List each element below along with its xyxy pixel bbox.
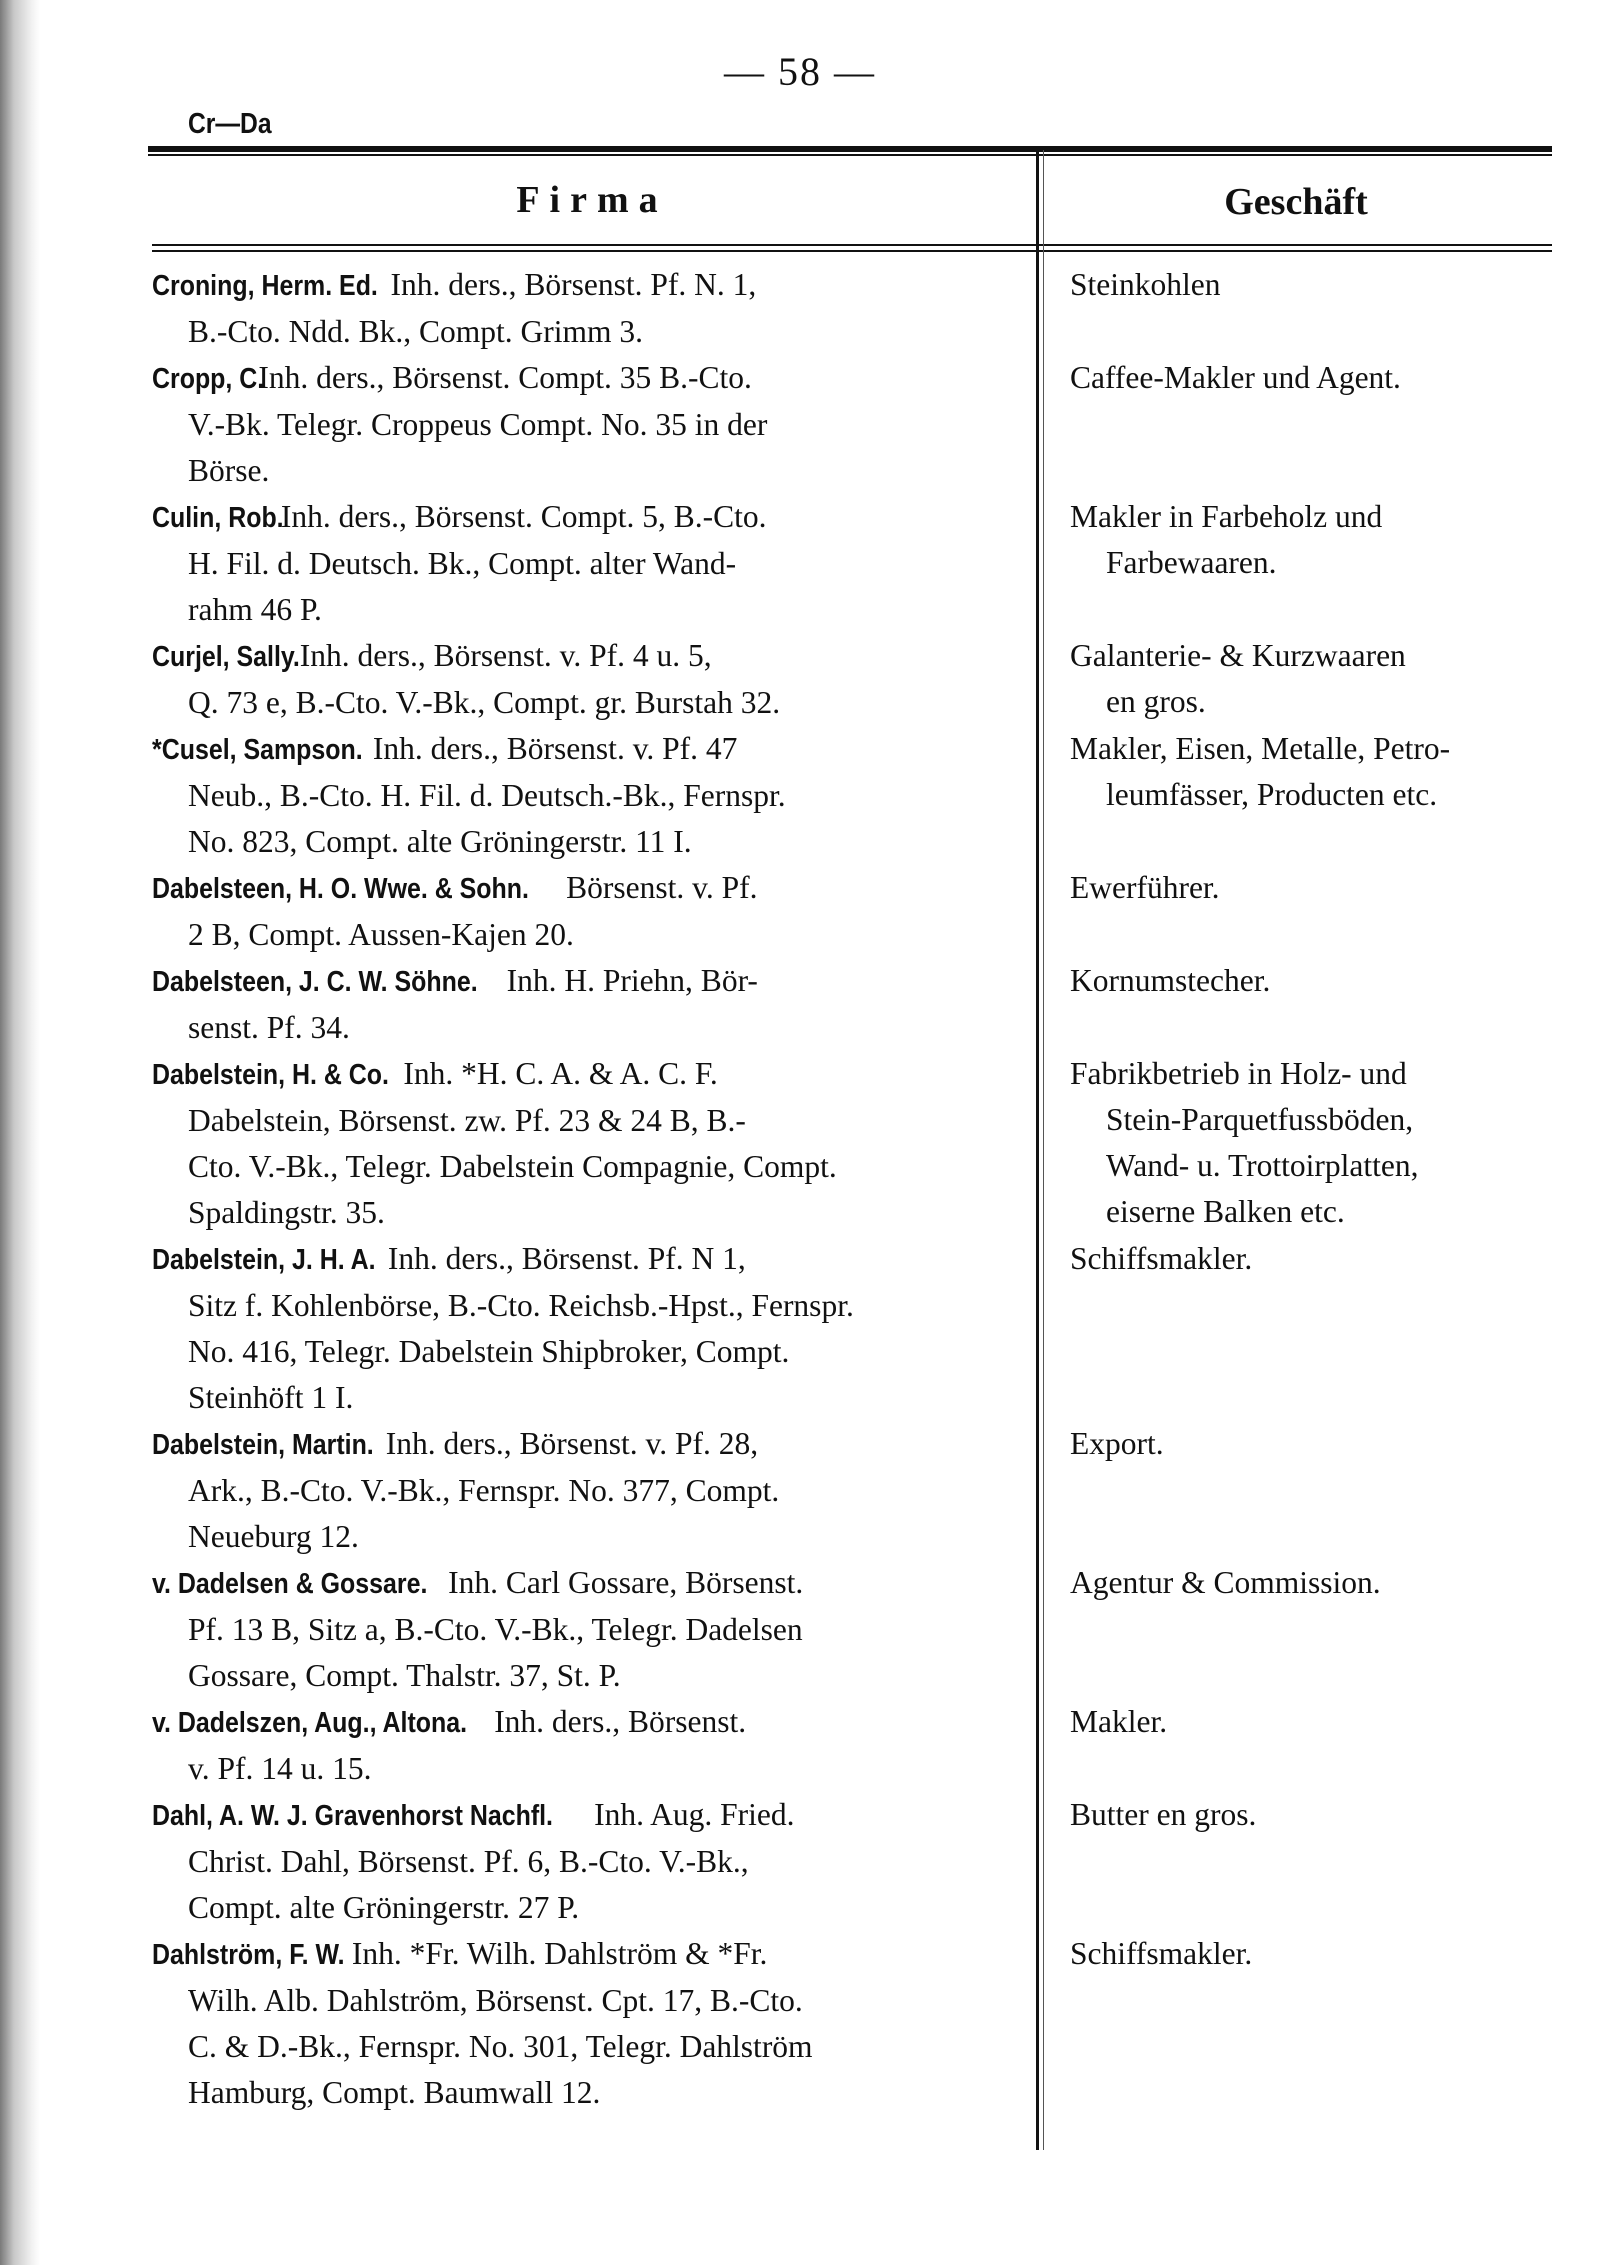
- firma-cell: [152, 958, 1014, 1051]
- geschaeft-cell: [1070, 726, 1550, 818]
- firma-cell: [152, 1699, 1014, 1792]
- firma-text: Dabelstein, Börsenst. zw. Pf. 23 & 24 B, B.-: [188, 1103, 746, 1138]
- directory-entry: [152, 355, 1552, 494]
- firma-line: [152, 1144, 1014, 1190]
- directory-entry: [152, 865, 1552, 958]
- column-header-geschaeft: Geschäft: [1224, 181, 1368, 223]
- geschaeft-line: Makler, Eisen, Metalle, Petro-: [1070, 731, 1451, 766]
- firma-text: Inh. Carl Gossare, Börsenst.: [448, 1565, 804, 1600]
- directory-entry: [152, 1236, 1552, 1421]
- firma-text: Inh. ders., Börsenst. v. Pf. 47: [372, 731, 738, 766]
- geschaeft-line: eiserne Balken etc.: [1106, 1194, 1345, 1229]
- section-range: Cr—Da: [188, 108, 272, 140]
- firma-line: [152, 1005, 1014, 1051]
- directory-entry: [152, 1931, 1552, 2116]
- firma-line: [152, 1190, 1014, 1236]
- column-header-rule: [152, 244, 1552, 246]
- firma-line: [152, 1653, 1014, 1699]
- geschaeft-cell: [1070, 494, 1550, 586]
- firma-text: Ark., B.-Cto. V.-Bk., Fernspr. No. 377, Compt.: [188, 1473, 780, 1508]
- geschaeft-line: Kornumstecher.: [1070, 963, 1271, 998]
- geschaeft-line: Schiffsmakler.: [1070, 1936, 1253, 1971]
- firma-text: Christ. Dahl, Börsenst. Pf. 6, B.-Cto. V.-Bk.,: [188, 1844, 749, 1879]
- geschaeft-cell: [1070, 1051, 1550, 1235]
- firma-text: 2 B, Compt. Aussen-Kajen 20.: [188, 917, 574, 952]
- firma-cell: [152, 494, 1014, 633]
- column-header-rule-thin: [152, 250, 1552, 252]
- geschaeft-cell: [1070, 262, 1550, 308]
- firma-line: [152, 541, 1014, 587]
- geschaeft-cell: [1070, 1931, 1550, 1977]
- geschaeft-cell: [1070, 1421, 1550, 1467]
- geschaeft-line: Butter en gros.: [1070, 1797, 1257, 1832]
- geschaeft-line: Makler in Farbeholz und: [1070, 499, 1383, 534]
- firma-first-line: [152, 726, 1014, 773]
- geschaeft-line: Caffee-Makler und Agent.: [1070, 360, 1401, 395]
- firma-text: Inh. *Fr. Wilh. Dahlström & *Fr.: [351, 1936, 768, 1971]
- column-header-firma: Firma: [516, 179, 668, 221]
- geschaeft-line: Galanterie- & Kurzwaaren: [1070, 638, 1406, 673]
- firma-line: [152, 2024, 1014, 2070]
- directory-entry: [152, 633, 1552, 726]
- firma-line: [152, 1283, 1014, 1329]
- directory-entry: [152, 262, 1552, 355]
- firma-text: Neub., B.-Cto. H. Fil. d. Deutsch.-Bk., Fernspr.: [188, 778, 786, 813]
- firma-first-line: [152, 355, 1014, 402]
- firma-cell: [152, 1236, 1014, 1421]
- firm-name: Dahl, A. W. J. Gravenhorst Nachfl.: [152, 1800, 553, 1832]
- firm-name: Dabelstein, J. H. A.: [152, 1244, 376, 1276]
- firm-name: Croning, Herm. Ed.: [152, 270, 378, 302]
- firma-first-line: [152, 1051, 1014, 1098]
- firma-line: [152, 1746, 1014, 1792]
- firma-text: No. 823, Compt. alte Gröningerstr. 11 I.: [188, 824, 692, 859]
- firm-name: *Cusel, Sampson.: [152, 734, 363, 766]
- header-rule: [148, 146, 1552, 152]
- firma-first-line: [152, 865, 1014, 912]
- firma-line: [152, 1375, 1014, 1421]
- firma-text: Spaldingstr. 35.: [188, 1195, 385, 1230]
- firm-name: v. Dadelsen & Gossare.: [152, 1568, 428, 1600]
- scan-edge-shadow: [0, 0, 40, 2265]
- firma-text: Inh. ders., Börsenst. v. Pf. 28,: [385, 1426, 759, 1461]
- firm-name: Dabelstein, H. & Co.: [152, 1059, 389, 1091]
- directory-entry: [152, 1560, 1552, 1699]
- firma-line: [152, 2070, 1014, 2116]
- firma-text: Compt. alte Gröningerstr. 27 P.: [188, 1890, 580, 1925]
- firma-line: [152, 448, 1014, 494]
- directory-entry: [152, 958, 1552, 1051]
- firma-text: Inh. ders., Börsenst. Compt. 5, B.-Cto.: [280, 499, 767, 534]
- firm-name: Curjel, Sally.: [152, 641, 300, 673]
- firma-first-line: [152, 1792, 1014, 1839]
- firma-text: H. Fil. d. Deutsch. Bk., Compt. alter Wand-: [188, 546, 737, 581]
- firma-line: [152, 402, 1014, 448]
- firma-cell: [152, 633, 1014, 726]
- firm-name: Dabelsteen, H. O. Wwe. & Sohn.: [152, 873, 529, 905]
- firma-text: B.-Cto. Ndd. Bk., Compt. Grimm 3.: [188, 314, 644, 349]
- firma-line: [152, 819, 1014, 865]
- firma-first-line: [152, 1421, 1014, 1468]
- firma-first-line: [152, 633, 1014, 680]
- firma-text: Inh. ders., Börsenst. Compt. 35 B.-Cto.: [258, 360, 752, 395]
- firm-name: Dabelstein, Martin.: [152, 1429, 374, 1461]
- geschaeft-line: Makler.: [1070, 1704, 1168, 1739]
- firma-text: Inh. Aug. Fried.: [594, 1797, 795, 1832]
- firma-text: Gossare, Compt. Thalstr. 37, St. P.: [188, 1658, 621, 1693]
- firma-line: [152, 309, 1014, 355]
- directory-entry: [152, 1792, 1552, 1931]
- firma-line: [152, 1514, 1014, 1560]
- firma-text: rahm 46 P.: [188, 592, 322, 627]
- firma-cell: [152, 1931, 1014, 2116]
- firma-first-line: [152, 1560, 1014, 1607]
- firma-text: Hamburg, Compt. Baumwall 12.: [188, 2075, 601, 2110]
- firma-cell: [152, 726, 1014, 865]
- geschaeft-line: leumfässer, Producten etc.: [1106, 777, 1438, 812]
- firma-line: [152, 1329, 1014, 1375]
- geschaeft-line: en gros.: [1106, 684, 1206, 719]
- geschaeft-cell: [1070, 865, 1550, 911]
- firm-name: Culin, Rob.: [152, 502, 284, 534]
- firma-text: Steinhöft 1 I.: [188, 1380, 354, 1415]
- geschaeft-cell: [1070, 1560, 1550, 1606]
- geschaeft-line: Ewerführer.: [1070, 870, 1220, 905]
- geschaeft-cell: [1070, 633, 1550, 725]
- firma-text: v. Pf. 14 u. 15.: [188, 1751, 372, 1786]
- firma-text: Neueburg 12.: [188, 1519, 359, 1554]
- firm-name: Cropp, C.: [152, 363, 265, 395]
- firma-first-line: [152, 262, 1014, 309]
- geschaeft-cell: [1070, 1699, 1550, 1745]
- firma-text: Börse.: [188, 453, 270, 488]
- firma-first-line: [152, 1236, 1014, 1283]
- firma-first-line: [152, 958, 1014, 1005]
- firma-line: [152, 1098, 1014, 1144]
- firma-text: senst. Pf. 34.: [188, 1010, 350, 1045]
- firm-name: Dahlström, F. W.: [152, 1939, 345, 1971]
- geschaeft-line: Agentur & Commission.: [1070, 1565, 1381, 1600]
- firma-cell: [152, 355, 1014, 494]
- firm-name: Dabelsteen, J. C. W. Söhne.: [152, 966, 478, 998]
- firma-text: Cto. V.-Bk., Telegr. Dabelstein Compagnie, Compt.: [188, 1149, 837, 1184]
- firma-text: Inh. ders., Börsenst.: [494, 1704, 747, 1739]
- geschaeft-line: Farbewaaren.: [1106, 545, 1277, 580]
- firma-cell: [152, 1421, 1014, 1560]
- directory-entry: [152, 1051, 1552, 1236]
- firma-text: Pf. 13 B, Sitz a, B.-Cto. V.-Bk., Telegr. Dadelsen: [188, 1612, 803, 1647]
- firma-text: C. & D.-Bk., Fernspr. No. 301, Telegr. Dahlström: [188, 2029, 813, 2064]
- geschaeft-cell: [1070, 1792, 1550, 1838]
- firma-text: Börsenst. v. Pf.: [566, 870, 758, 905]
- geschaeft-line: Fabrikbetrieb in Holz- und: [1070, 1056, 1407, 1091]
- firma-text: Wilh. Alb. Dahlström, Börsenst. Cpt. 17, B.-Cto.: [188, 1983, 803, 2018]
- firma-text: Inh. *H. C. A. & A. C. F.: [403, 1056, 718, 1091]
- directory-entries: [152, 262, 1552, 2116]
- firma-text: Inh. ders., Börsenst. Pf. N 1,: [387, 1241, 746, 1276]
- directory-entry: [152, 1421, 1552, 1560]
- geschaeft-line: Schiffsmakler.: [1070, 1241, 1253, 1276]
- firma-cell: [152, 1560, 1014, 1699]
- firma-line: [152, 1978, 1014, 2024]
- geschaeft-cell: [1070, 1236, 1550, 1282]
- geschaeft-line: Stein-Parquetfussböden,: [1106, 1102, 1414, 1137]
- geschaeft-cell: [1070, 355, 1550, 401]
- geschaeft-line: Wand- u. Trottoirplatten,: [1106, 1148, 1419, 1183]
- firma-line: [152, 1839, 1014, 1885]
- firma-line: [152, 1607, 1014, 1653]
- firma-text: No. 416, Telegr. Dabelstein Shipbroker, Compt.: [188, 1334, 790, 1369]
- firma-cell: [152, 1792, 1014, 1931]
- firma-first-line: [152, 494, 1014, 541]
- firma-cell: [152, 865, 1014, 958]
- firma-text: Inh. H. Priehn, Bör-: [506, 963, 758, 998]
- firma-text: Q. 73 e, B.-Cto. V.-Bk., Compt. gr. Burstah 32.: [188, 685, 781, 720]
- firma-first-line: [152, 1931, 1014, 1978]
- firma-line: [152, 1885, 1014, 1931]
- firma-cell: [152, 1051, 1014, 1236]
- firma-text: Inh. ders., Börsenst. v. Pf. 4 u. 5,: [299, 638, 712, 673]
- firma-text: Sitz f. Kohlenbörse, B.-Cto. Reichsb.-Hpst., Fernspr.: [188, 1288, 854, 1323]
- directory-entry: [152, 726, 1552, 865]
- firma-first-line: [152, 1699, 1014, 1746]
- firma-text: V.-Bk. Telegr. Croppeus Compt. No. 35 in der: [188, 407, 768, 442]
- geschaeft-cell: [1070, 958, 1550, 1004]
- firma-line: [152, 680, 1014, 726]
- firma-line: [152, 912, 1014, 958]
- firma-line: [152, 1468, 1014, 1514]
- header-rule-thin: [148, 154, 1552, 156]
- firma-cell: [152, 262, 1014, 355]
- firma-text: Inh. ders., Börsenst. Pf. N. 1,: [390, 267, 757, 302]
- page-number: — 58 —: [724, 49, 876, 94]
- geschaeft-line: Export.: [1070, 1426, 1164, 1461]
- firma-line: [152, 587, 1014, 633]
- directory-entry: [152, 494, 1552, 633]
- directory-entry: [152, 1699, 1552, 1792]
- firm-name: v. Dadelszen, Aug., Altona.: [152, 1707, 468, 1739]
- firma-line: [152, 773, 1014, 819]
- geschaeft-line: Steinkohlen: [1070, 267, 1221, 302]
